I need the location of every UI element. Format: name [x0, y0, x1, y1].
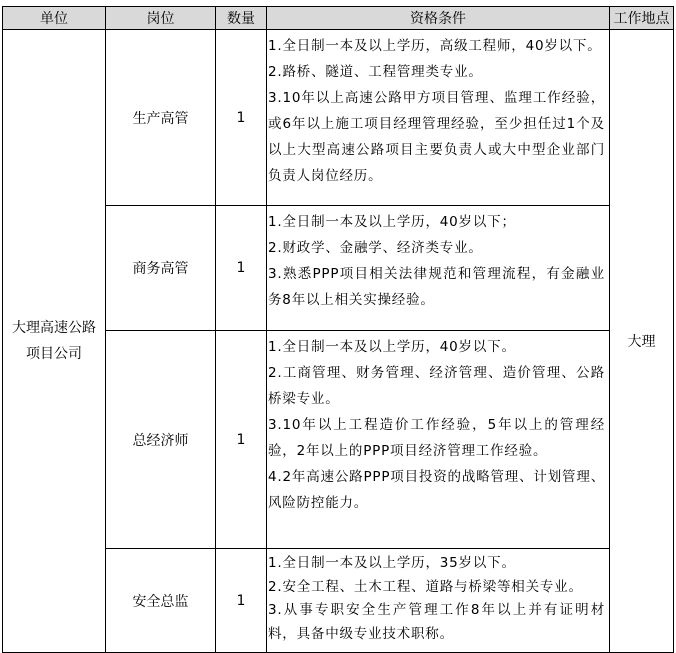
position-cell: 商务高管 — [106, 206, 216, 331]
requirement-line: 4.2年高速公路PPP项目投资的战略管理、计划管理、风险防控能力。 — [268, 469, 605, 511]
requirement-line: 3.10年以上工程造价工作经验，5年以上的管理经验，2年以上的PPP项目经济管理工作经验。 — [268, 417, 605, 459]
count-cell: 1 — [216, 30, 267, 206]
requirements-cell — [267, 206, 610, 331]
requirement-line: 1.全日制一本及以上学历，35岁以下。 — [268, 555, 516, 571]
position-cell: 生产高管 — [106, 30, 216, 206]
requirements-cell — [267, 549, 610, 653]
requirement-line: 2.安全工程、土木工程、道路与桥梁等相关专业。 — [268, 578, 583, 595]
requirement-line: 2.财政学、金融学、经济类专业。 — [268, 240, 483, 256]
requirement-line: 3.熟悉PPP项目相关法律规范和管理流程，有金融业务8年以上相关实操经验。 — [268, 266, 605, 308]
count-cell: 1 — [216, 549, 267, 653]
header-count: 数量 — [216, 7, 267, 30]
count-cell: 1 — [216, 206, 267, 331]
requirement-line: 1.全日制一本及以上学历，高级工程师，40岁以下。 — [268, 38, 602, 54]
header-row — [3, 7, 674, 30]
requirement-line: 3.10年以上高速公路甲方项目管理、监理工作经验，或6年以上施工项目经理管理经验，至少担任过1个及以上大型高速公路项目主要负责人或大中型企业部门负责人岗位经历。 — [268, 90, 605, 184]
requirements-cell — [267, 331, 610, 549]
unit-cell: 大理高速公路项目公司 — [3, 30, 106, 653]
position-cell: 总经济师 — [106, 331, 216, 549]
recruitment-table — [2, 6, 674, 653]
requirement-line: 1.全日制一本及以上学历，40岁以下。 — [268, 339, 516, 355]
requirement-line: 1.全日制一本及以上学历，40岁以下； — [268, 214, 516, 230]
requirements-cell — [267, 30, 610, 206]
requirement-line: 2.路桥、隧道、工程管理类专业。 — [268, 64, 483, 80]
count-cell: 1 — [216, 331, 267, 549]
position-cell: 安全总监 — [106, 549, 216, 653]
header-requirements: 资格条件 — [267, 7, 610, 30]
location-cell: 大理 — [610, 30, 674, 653]
requirement-line: 2.工商管理、财务管理、经济管理、造价管理、公路桥梁专业。 — [268, 365, 605, 407]
requirement-line: 3.从事专职安全生产管理工作8年以上并有证明材料，具备中级专业技术职称。 — [268, 602, 605, 642]
header-location: 工作地点 — [610, 7, 674, 30]
table-row — [3, 30, 674, 206]
header-position: 岗位 — [106, 7, 216, 30]
header-unit: 单位 — [3, 7, 106, 30]
